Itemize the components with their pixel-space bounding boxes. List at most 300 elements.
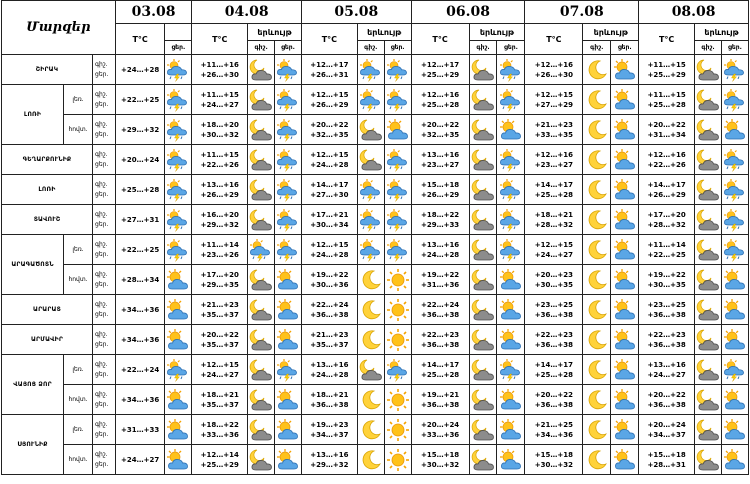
night-temperature: +17…+20: [200, 270, 239, 279]
storm-icon: [275, 58, 301, 82]
storm-icon: [384, 235, 411, 265]
temperature-range: [525, 325, 583, 355]
storm-icon: [385, 88, 411, 112]
cloud-sun-icon: [497, 385, 525, 415]
storm-icon: [721, 55, 748, 85]
cloud-sun-icon: [721, 385, 748, 415]
storm-icon: [721, 145, 748, 175]
night-label: գիշ.: [248, 41, 275, 55]
moon-icon: [357, 415, 384, 445]
cloud-sun-icon: [165, 295, 192, 325]
cloud-night-icon: [695, 118, 721, 142]
storm-icon: [498, 208, 524, 232]
date-header: 05.08: [301, 1, 411, 24]
day-temperature: +36…+38: [647, 340, 686, 349]
sun-icon: [384, 445, 411, 475]
cloud-sun-icon: [275, 388, 301, 412]
temperature-range: [192, 385, 248, 415]
temperature-range: [301, 445, 357, 475]
moon-icon: [585, 328, 609, 352]
temperature-range: [639, 235, 695, 265]
night-temperature: +20…+24: [420, 420, 460, 429]
storm-icon: [721, 205, 748, 235]
night-temperature: +14…+17: [310, 180, 349, 189]
forecast-table: [1, 0, 749, 475]
storm-icon: [721, 355, 748, 385]
day-temperature: +25…+28: [420, 370, 460, 379]
first-day-temperature: +34…+36: [115, 385, 165, 415]
cloud-night-icon: [470, 268, 496, 292]
cloud-night-icon: [248, 325, 275, 355]
date-header: 03.08: [115, 1, 192, 24]
night-temperature: +12…+16: [534, 60, 573, 69]
storm-icon: [357, 85, 384, 115]
temperature-range: [525, 415, 583, 445]
day-temperature: +24…+27: [534, 250, 573, 259]
temperature-range: [301, 235, 357, 265]
temperature-range: [411, 115, 469, 145]
storm-icon: [385, 358, 411, 382]
moon-icon: [357, 445, 384, 475]
temperature-range: [639, 385, 695, 415]
day-temperature: +30…+35: [534, 280, 573, 289]
storm-icon: [385, 178, 411, 202]
cloud-sun-icon: [611, 415, 639, 445]
moon-icon: [585, 358, 609, 382]
cloud-night-icon: [469, 445, 497, 475]
storm-icon: [497, 55, 525, 85]
temperature-range: [301, 415, 357, 445]
night-temperature: +19…+21: [420, 390, 460, 399]
temperature-range: [192, 205, 248, 235]
cloud-night-icon: [695, 385, 722, 415]
night-temperature: +18…+20: [200, 120, 239, 129]
cloud-night-icon: [248, 205, 275, 235]
cloud-night-icon: [248, 298, 274, 322]
night-temperature: +13…+16: [420, 150, 460, 159]
moon-icon: [359, 328, 383, 352]
cloud-night-icon: [470, 358, 496, 382]
night-temperature: +12…+16: [420, 90, 460, 99]
cloud-sun-icon: [165, 325, 192, 355]
day-temperature: +36…+38: [534, 310, 573, 319]
temperature-range: [192, 295, 248, 325]
cloud-night-icon: [248, 85, 275, 115]
cloud-sun-icon: [722, 268, 748, 292]
cloud-sun-icon: [611, 145, 639, 175]
moon-icon: [583, 175, 611, 205]
cloud-sun-icon: [275, 445, 302, 475]
night-temperature: +12…+17: [420, 60, 460, 69]
storm-icon: [165, 205, 192, 235]
cloud-sun-icon: [165, 448, 191, 472]
cloud-sun-icon: [165, 388, 191, 412]
day-temperature: +29…+32: [200, 220, 239, 229]
cloud-night-icon: [470, 388, 496, 412]
storm-icon: [384, 205, 411, 235]
temperature-range: [301, 115, 357, 145]
cloud-sun-icon: [497, 415, 525, 445]
day-temperature: +28…+32: [534, 220, 573, 229]
temperature-range: [639, 355, 695, 385]
temperature-range: [192, 85, 248, 115]
night-temperature: +13…+16: [647, 360, 686, 369]
cloud-night-icon: [357, 355, 384, 385]
region-name: ԼՈՌԻ: [2, 85, 64, 145]
day-temperature: +26…+30: [534, 70, 573, 79]
cloud-sun-icon: [611, 265, 639, 295]
night-temperature: +13…+16: [310, 360, 349, 369]
subregion-label: լեռ.: [64, 85, 93, 115]
weather-header: երևույթ: [469, 24, 525, 41]
cloud-sun-icon: [611, 85, 639, 115]
moon-icon: [585, 118, 609, 142]
storm-icon: [498, 358, 524, 382]
day-night-label: [93, 295, 116, 325]
cloud-sun-icon: [611, 445, 639, 475]
day-temperature: +30…+32: [534, 460, 573, 469]
cloud-night-icon: [248, 175, 275, 205]
storm-icon: [165, 238, 191, 262]
storm-icon: [385, 208, 411, 232]
moon-icon: [585, 418, 609, 442]
cloud-night-icon: [469, 145, 497, 175]
day-temperature: +25…+28: [420, 100, 460, 109]
cloud-night-icon: [248, 358, 274, 382]
day-label: ցեր.: [95, 310, 109, 318]
night-temperature: +11…+14: [200, 240, 239, 249]
moon-icon: [585, 298, 609, 322]
night-label: գիշ.: [583, 41, 611, 55]
table-row: [2, 235, 749, 265]
cloud-night-icon: [695, 178, 721, 202]
date-header: 06.08: [411, 1, 525, 24]
temperature-range: [525, 295, 583, 325]
temperature-range: [301, 355, 357, 385]
moon-icon: [357, 385, 384, 415]
temperature-range: [525, 445, 583, 475]
night-temperature: +11…+15: [200, 150, 239, 159]
storm-icon: [165, 355, 192, 385]
first-day-temperature: +34…+36: [115, 295, 165, 325]
moon-icon: [585, 88, 609, 112]
day-night-label: [93, 415, 116, 445]
region-name: ԼՈՌԻ: [2, 175, 93, 205]
cloud-night-icon: [695, 88, 721, 112]
cloud-sun-icon: [612, 58, 638, 82]
table-row: [2, 445, 749, 475]
cloud-night-icon: [469, 325, 497, 355]
cloud-sun-icon: [275, 415, 302, 445]
cloud-night-icon: [248, 55, 275, 85]
temperature-range: [639, 145, 695, 175]
temperature-range: [525, 355, 583, 385]
cloud-sun-icon: [721, 295, 748, 325]
cloud-sun-icon: [498, 268, 524, 292]
temperature-range: [639, 85, 695, 115]
night-temperature: +14…+17: [534, 360, 573, 369]
temperature-range: [525, 265, 583, 295]
sun-icon: [384, 325, 411, 355]
cloud-sun-icon: [612, 118, 638, 142]
day-temperature: +36…+38: [420, 400, 460, 409]
temperature-range: [411, 355, 469, 385]
cloud-sun-icon: [612, 148, 638, 172]
weather-header: երևույթ: [248, 24, 302, 41]
temperature-range: [411, 325, 469, 355]
table-row: [2, 85, 749, 115]
moon-icon: [357, 325, 384, 355]
day-label: ցեր.: [721, 41, 748, 55]
storm-icon: [358, 88, 384, 112]
day-temperature: +25…+29: [647, 70, 686, 79]
temperature-range: [192, 55, 248, 85]
temperature-range: [411, 415, 469, 445]
cloud-night-icon: [469, 415, 497, 445]
cloud-sun-icon: [498, 298, 524, 322]
temperature-range: [301, 295, 357, 325]
night-label: գիշ.: [95, 180, 108, 188]
storm-icon: [165, 145, 192, 175]
temperature-range: [301, 55, 357, 85]
storm-icon: [722, 238, 748, 262]
temperature-range: [411, 295, 469, 325]
day-label: ցեր.: [95, 430, 109, 438]
night-temperature: +12…+15: [534, 90, 573, 99]
night-temperature: +16…+20: [200, 210, 239, 219]
moon-icon: [359, 268, 383, 292]
night-temperature: +12…+16: [534, 150, 573, 159]
night-temperature: +19…+22: [647, 270, 686, 279]
regions-header: Մարզեր: [2, 1, 116, 55]
day-temperature: +24…+28: [310, 250, 349, 259]
day-temperature: +25…+29: [420, 70, 460, 79]
storm-icon: [498, 58, 524, 82]
day-label: ցեր.: [95, 370, 109, 378]
day-night-label: [93, 385, 116, 415]
cloud-night-icon: [248, 118, 274, 142]
night-temperature: +18…+21: [310, 390, 349, 399]
night-temperature: +19…+22: [420, 270, 460, 279]
night-label: գիշ.: [95, 450, 108, 458]
cloud-night-icon: [470, 148, 496, 172]
night-temperature: +18…+22: [200, 420, 239, 429]
day-temperature: +32…+35: [310, 130, 349, 139]
night-temperature: +12…+17: [310, 60, 349, 69]
temperature-range: [639, 325, 695, 355]
temperature-range: [301, 205, 357, 235]
cloud-sun-icon: [611, 325, 639, 355]
night-temperature: +22…+23: [534, 330, 573, 339]
storm-icon: [165, 55, 192, 85]
night-temperature: +13…+16: [200, 180, 239, 189]
first-day-temperature: +24…+28: [115, 55, 165, 85]
night-temperature: +20…+23: [534, 270, 573, 279]
day-temperature: +23…+27: [534, 160, 573, 169]
storm-icon: [497, 175, 525, 205]
day-night-label: [93, 325, 116, 355]
night-temperature: +13…+16: [310, 450, 349, 459]
day-temperature: +28…+32: [647, 220, 686, 229]
night-temperature: +20…+22: [310, 120, 349, 129]
temperature-range: [639, 445, 695, 475]
cloud-night-icon: [248, 148, 274, 172]
storm-icon: [275, 238, 301, 262]
night-label: գիշ.: [357, 41, 384, 55]
cloud-night-icon: [695, 205, 722, 235]
night-temperature: +15…+18: [420, 180, 460, 189]
day-temperature: +30…+34: [310, 220, 349, 229]
cloud-night-icon: [695, 145, 722, 175]
storm-icon: [357, 205, 384, 235]
temperature-range: [411, 385, 469, 415]
night-temperature: +18…+21: [534, 210, 573, 219]
cloud-sun-icon: [611, 115, 639, 145]
first-day-temperature: +34…+36: [115, 325, 165, 355]
day-temperature: +26…+31: [310, 70, 349, 79]
cloud-night-icon: [469, 295, 497, 325]
cloud-night-icon: [248, 388, 274, 412]
storm-icon: [497, 85, 525, 115]
day-temperature: +24…+27: [200, 100, 239, 109]
cloud-sun-icon: [165, 418, 191, 442]
region-name: ԱՐԱՐԱՏ: [2, 295, 93, 325]
cloud-sun-icon: [165, 328, 191, 352]
cloud-night-icon: [358, 118, 384, 142]
sun-icon: [384, 295, 411, 325]
night-temperature: +23…+25: [647, 300, 686, 309]
cloud-night-icon: [470, 328, 496, 352]
subregion-label: հովտ.: [64, 265, 93, 295]
night-temperature: +15…+18: [420, 450, 460, 459]
table-row: [2, 295, 749, 325]
night-label: գիշ.: [95, 150, 108, 158]
cloud-night-icon: [695, 55, 722, 85]
storm-icon: [357, 175, 384, 205]
day-night-label: [93, 115, 116, 145]
table-row: [2, 145, 749, 175]
storm-icon: [275, 208, 301, 232]
night-temperature: +11…+15: [647, 90, 686, 99]
storm-icon: [358, 238, 384, 262]
first-day-temperature: +31…+33: [115, 415, 165, 445]
day-temperature: +36…+38: [647, 400, 686, 409]
moon-icon: [359, 298, 383, 322]
table-row: [2, 265, 749, 295]
storm-icon: [357, 235, 384, 265]
cloud-sun-icon: [722, 328, 748, 352]
cloud-night-icon: [248, 295, 275, 325]
cloud-night-icon: [248, 385, 275, 415]
table-row: [2, 415, 749, 445]
night-temperature: +19…+23: [310, 420, 349, 429]
cloud-night-icon: [695, 448, 721, 472]
cloud-sun-icon: [165, 268, 191, 292]
first-day-temperature: +22…+24: [115, 355, 165, 385]
first-day-temperature: +29…+32: [115, 115, 165, 145]
moon-icon: [585, 178, 609, 202]
temperature-range: [525, 55, 583, 85]
night-temperature: +22…+24: [310, 300, 349, 309]
region-name: ԱՐՄԱՎԻՐ: [2, 325, 93, 355]
moon-icon: [357, 295, 384, 325]
temperature-range: [192, 265, 248, 295]
first-day-temperature: +27…+31: [115, 205, 165, 235]
cloud-sun-icon: [275, 295, 302, 325]
night-label: գիշ.: [95, 120, 108, 128]
cloud-sun-icon: [722, 118, 748, 142]
night-temperature: +21…+23: [310, 330, 349, 339]
night-temperature: +15…+18: [534, 450, 573, 459]
storm-icon: [358, 178, 384, 202]
first-day-temperature: +22…+25: [115, 85, 165, 115]
temperature-range: [525, 235, 583, 265]
day-temperature: +24…+27: [647, 370, 686, 379]
night-temperature: +21…+23: [534, 120, 573, 129]
day-temperature: +35…+37: [200, 400, 239, 409]
temperature-range: [639, 295, 695, 325]
cloud-night-icon: [695, 298, 721, 322]
sun-icon: [386, 328, 410, 352]
temperature-range: [411, 145, 469, 175]
cloud-night-icon: [470, 208, 496, 232]
day-temperature: +35…+37: [200, 340, 239, 349]
moon-icon: [583, 355, 611, 385]
cloud-night-icon: [695, 358, 721, 382]
day-night-label: [93, 55, 116, 85]
moon-icon: [583, 235, 611, 265]
storm-icon: [722, 178, 748, 202]
temperature-range: [192, 415, 248, 445]
day-label: ցեր.: [95, 100, 109, 108]
subregion-label: լեռ.: [64, 355, 93, 385]
temperature-range: [639, 415, 695, 445]
day-label: ցեր.: [384, 41, 411, 55]
storm-icon: [165, 115, 192, 145]
day-label: ցեր.: [275, 41, 302, 55]
day-label: ցեր.: [165, 41, 192, 55]
storm-icon: [165, 208, 191, 232]
temperature-range: [192, 175, 248, 205]
temperature-range: [411, 175, 469, 205]
temperature-range: [525, 145, 583, 175]
temperature-range: [192, 115, 248, 145]
day-temperature: +22…+25: [647, 250, 686, 259]
subregion-label: լեռ.: [64, 415, 93, 445]
cloud-night-icon: [357, 145, 384, 175]
day-temperature: +26…+29: [200, 190, 239, 199]
moon-icon: [359, 448, 383, 472]
cloud-sun-icon: [721, 115, 748, 145]
cloud-sun-icon: [165, 265, 192, 295]
moon-icon: [583, 325, 611, 355]
night-temperature: +12…+15: [200, 360, 239, 369]
cloud-sun-icon: [275, 328, 301, 352]
region-name: ՍՅՈՒՆԻՔ: [2, 415, 64, 475]
day-temperature: +25…+28: [647, 100, 686, 109]
storm-icon: [165, 175, 192, 205]
night-temperature: +20…+22: [200, 330, 239, 339]
storm-icon: [497, 205, 525, 235]
temperature-range: [301, 325, 357, 355]
storm-icon: [275, 145, 302, 175]
moon-icon: [583, 205, 611, 235]
night-temperature: +14…+17: [420, 360, 460, 369]
day-temperature: +26…+30: [200, 70, 239, 79]
region-name: ՏԱՎՈՒՇ: [2, 205, 93, 235]
day-temperature: +22…+26: [647, 160, 686, 169]
night-temperature: +20…+22: [647, 390, 686, 399]
